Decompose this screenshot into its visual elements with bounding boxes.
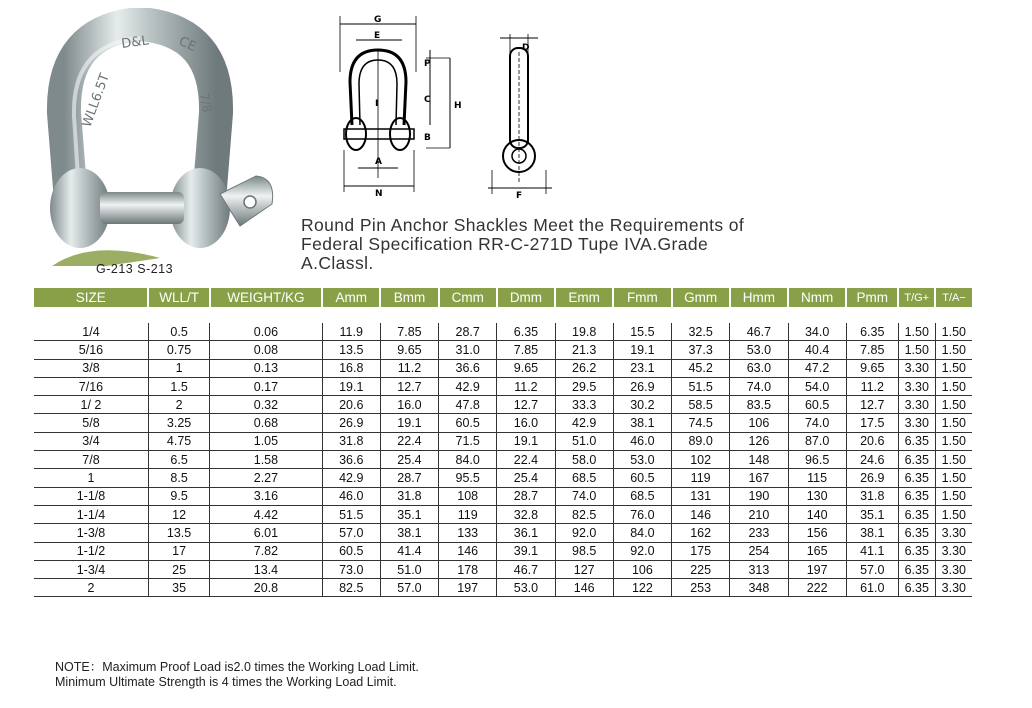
table-cell: 46.0	[613, 432, 671, 450]
svg-text:H: H	[454, 101, 462, 111]
table-cell: 40.4	[788, 341, 846, 359]
svg-text:C: C	[424, 95, 431, 105]
table-cell: 225	[672, 560, 730, 578]
table-cell: 3.30	[935, 524, 972, 542]
table-cell: 6.35	[898, 505, 935, 523]
table-cell: 4.42	[210, 505, 322, 523]
table-cell: 22.4	[497, 451, 555, 469]
column-header: Hmm	[730, 288, 788, 307]
table-cell: 106	[613, 560, 671, 578]
table-cell: 20.6	[322, 396, 380, 414]
table-cell: 0.75	[148, 341, 209, 359]
table-cell: 26.9	[322, 414, 380, 432]
table-cell: 19.1	[322, 377, 380, 395]
table-cell: 60.5	[788, 396, 846, 414]
table-row	[34, 542, 972, 560]
table-cell: 51.5	[672, 377, 730, 395]
column-header: Amm	[322, 288, 380, 307]
table-cell: 9.5	[148, 487, 209, 505]
table-cell: 15.5	[613, 323, 671, 341]
table-cell: 0.08	[210, 341, 322, 359]
table-cell: 28.7	[439, 323, 497, 341]
table-cell: 46.0	[322, 487, 380, 505]
column-header: Gmm	[672, 288, 730, 307]
table-cell: 148	[730, 451, 788, 469]
table-cell: 31.8	[380, 487, 438, 505]
table-cell: 92.0	[613, 542, 671, 560]
column-header: Dmm	[497, 288, 555, 307]
table-cell: 26.9	[613, 377, 671, 395]
table-cell: 33.3	[555, 396, 613, 414]
table-cell: 1.50	[935, 487, 972, 505]
table-row	[34, 432, 972, 450]
table-cell: 1	[34, 469, 148, 487]
table-spacer	[34, 307, 972, 323]
svg-text:N: N	[375, 189, 383, 199]
table-cell: 16.0	[380, 396, 438, 414]
table-cell: 73.0	[322, 560, 380, 578]
table-cell: 1.50	[898, 323, 935, 341]
table-cell: 115	[788, 469, 846, 487]
table-cell: 84.0	[613, 524, 671, 542]
table-row	[34, 469, 972, 487]
table-cell: 42.9	[322, 469, 380, 487]
table-cell: 1.50	[935, 359, 972, 377]
table-cell: 19.8	[555, 323, 613, 341]
table-cell: 0.06	[210, 323, 322, 341]
svg-text:7/8: 7/8	[197, 92, 215, 114]
column-header: Pmm	[846, 288, 898, 307]
table-cell: 57.0	[846, 560, 898, 578]
table-cell: 13.4	[210, 560, 322, 578]
svg-text:B: B	[424, 133, 431, 143]
table-cell: 20.8	[210, 579, 322, 597]
table-cell: 28.7	[380, 469, 438, 487]
table-cell: 1.50	[935, 432, 972, 450]
table-cell: 7/16	[34, 377, 148, 395]
column-header: Fmm	[613, 288, 671, 307]
table-cell: 6.35	[497, 323, 555, 341]
table-cell: 60.5	[322, 542, 380, 560]
table-cell: 1-1/8	[34, 487, 148, 505]
table-cell: 12	[148, 505, 209, 523]
table-cell: 12.7	[846, 396, 898, 414]
table-cell: 11.9	[322, 323, 380, 341]
table-cell: 7.85	[497, 341, 555, 359]
table-cell: 253	[672, 579, 730, 597]
table-row	[34, 359, 972, 377]
table-cell: 146	[555, 579, 613, 597]
table-cell: 8.5	[148, 469, 209, 487]
table-cell: 1.50	[898, 341, 935, 359]
table-cell: 32.8	[497, 505, 555, 523]
table-cell: 35.1	[380, 505, 438, 523]
column-header: T/A−	[935, 288, 972, 307]
table-cell: 29.5	[555, 377, 613, 395]
table-cell: 146	[672, 505, 730, 523]
table-cell: 19.1	[497, 432, 555, 450]
table-cell: 1	[148, 359, 209, 377]
table-cell: 6.35	[846, 323, 898, 341]
table-cell: 165	[788, 542, 846, 560]
table-cell: 6.35	[898, 469, 935, 487]
table-cell: 41.1	[846, 542, 898, 560]
table-cell: 82.5	[322, 579, 380, 597]
table-cell: 6.35	[898, 451, 935, 469]
table-cell: 126	[730, 432, 788, 450]
table-cell: 1-3/8	[34, 524, 148, 542]
table-cell: 17	[148, 542, 209, 560]
table-cell: 31.8	[322, 432, 380, 450]
column-header: Cmm	[439, 288, 497, 307]
table-cell: 197	[439, 579, 497, 597]
table-cell: 13.5	[322, 341, 380, 359]
table-header-row	[34, 288, 972, 307]
table-cell: 26.9	[846, 469, 898, 487]
column-header: SIZE	[34, 288, 148, 307]
table-cell: 7.82	[210, 542, 322, 560]
table-cell: 7/8	[34, 451, 148, 469]
table-cell: 5/16	[34, 341, 148, 359]
table-cell: 313	[730, 560, 788, 578]
table-cell: 20.6	[846, 432, 898, 450]
table-cell: 2	[34, 579, 148, 597]
table-cell: 25	[148, 560, 209, 578]
column-header: WEIGHT/KG	[210, 288, 322, 307]
table-cell: 11.2	[380, 359, 438, 377]
table-cell: 119	[672, 469, 730, 487]
table-cell: 17.5	[846, 414, 898, 432]
column-header: T/G+	[898, 288, 935, 307]
table-cell: 26.2	[555, 359, 613, 377]
table-cell: 1.50	[935, 505, 972, 523]
table-cell: 98.5	[555, 542, 613, 560]
column-header: Nmm	[788, 288, 846, 307]
table-cell: 0.32	[210, 396, 322, 414]
table-cell: 37.3	[672, 341, 730, 359]
table-cell: 6.35	[898, 542, 935, 560]
table-cell: 16.8	[322, 359, 380, 377]
table-cell: 2	[148, 396, 209, 414]
table-cell: 84.0	[439, 451, 497, 469]
table-cell: 60.5	[439, 414, 497, 432]
table-cell: 3/4	[34, 432, 148, 450]
table-cell: 197	[788, 560, 846, 578]
table-cell: 0.68	[210, 414, 322, 432]
table-row	[34, 560, 972, 578]
svg-text:A: A	[375, 157, 382, 167]
table-cell: 36.1	[497, 524, 555, 542]
table-cell: 178	[439, 560, 497, 578]
table-cell: 9.65	[380, 341, 438, 359]
svg-text:D&L: D&L	[120, 33, 150, 52]
table-cell: 46.7	[730, 323, 788, 341]
table-cell: 68.5	[613, 487, 671, 505]
table-cell: 6.35	[898, 432, 935, 450]
table-cell: 51.0	[555, 432, 613, 450]
table-cell: 1.50	[935, 451, 972, 469]
table-cell: 2.27	[210, 469, 322, 487]
table-cell: 11.2	[497, 377, 555, 395]
table-cell: 21.3	[555, 341, 613, 359]
heading-line-2: Federal Specification RR-C-271D Tupe IVA.Grade	[301, 234, 709, 254]
table-cell: 45.2	[672, 359, 730, 377]
table-cell: 7.85	[380, 323, 438, 341]
table-cell: 1.50	[935, 377, 972, 395]
table-cell: 92.0	[555, 524, 613, 542]
table-cell: 25.4	[380, 451, 438, 469]
table-cell: 28.7	[497, 487, 555, 505]
table-cell: 190	[730, 487, 788, 505]
table-cell: 1-1/2	[34, 542, 148, 560]
table-cell: 38.1	[380, 524, 438, 542]
table-cell: 57.0	[322, 524, 380, 542]
table-cell: 108	[439, 487, 497, 505]
svg-text:P: P	[424, 59, 431, 69]
table-cell: 6.35	[898, 524, 935, 542]
table-cell: 222	[788, 579, 846, 597]
table-cell: 1.58	[210, 451, 322, 469]
table-cell: 1.50	[935, 469, 972, 487]
table-cell: 3.30	[935, 560, 972, 578]
table-cell: 32.5	[672, 323, 730, 341]
table-cell: 3.30	[898, 359, 935, 377]
photo-engraving: WLL6.5T	[79, 71, 113, 130]
table-cell: 3/8	[34, 359, 148, 377]
table-cell: 4.75	[148, 432, 209, 450]
table-cell: 12.7	[380, 377, 438, 395]
table-cell: 348	[730, 579, 788, 597]
table-cell: 3.30	[898, 414, 935, 432]
table-cell: 87.0	[788, 432, 846, 450]
column-header: WLL/T	[148, 288, 209, 307]
table-cell: 60.5	[613, 469, 671, 487]
table-cell: 9.65	[497, 359, 555, 377]
table-row	[34, 396, 972, 414]
spec-table	[34, 288, 972, 597]
note-line-2: Minimum Ultimate Strength is 4 times the Working Load Limit.	[55, 675, 397, 689]
table-cell: 51.0	[380, 560, 438, 578]
table-row	[34, 414, 972, 432]
table-cell: 23.1	[613, 359, 671, 377]
table-cell: 1.50	[935, 414, 972, 432]
table-cell: 3.30	[898, 377, 935, 395]
front-view-diagram	[330, 10, 470, 200]
table-cell: 57.0	[380, 579, 438, 597]
table-cell: 5/8	[34, 414, 148, 432]
table-cell: 3.30	[898, 396, 935, 414]
table-cell: 74.0	[730, 377, 788, 395]
table-cell: 127	[555, 560, 613, 578]
table-cell: 254	[730, 542, 788, 560]
table-cell: 3.16	[210, 487, 322, 505]
table-cell: 0.13	[210, 359, 322, 377]
shackle-photo	[40, 8, 280, 266]
table-cell: 53.0	[497, 579, 555, 597]
table-cell: 6.01	[210, 524, 322, 542]
svg-text:I: I	[375, 99, 379, 109]
table-cell: 102	[672, 451, 730, 469]
table-cell: 68.5	[555, 469, 613, 487]
table-cell: 74.0	[555, 487, 613, 505]
table-row	[34, 524, 972, 542]
table-cell: 6.5	[148, 451, 209, 469]
table-cell: 9.65	[846, 359, 898, 377]
svg-text:CE: CE	[176, 34, 199, 55]
table-row	[34, 451, 972, 469]
table-cell: 53.0	[613, 451, 671, 469]
table-cell: 47.2	[788, 359, 846, 377]
table-cell: 39.1	[497, 542, 555, 560]
table-cell: 1/ 2	[34, 396, 148, 414]
svg-text:D: D	[522, 43, 530, 53]
table-cell: 36.6	[322, 451, 380, 469]
table-cell: 0.17	[210, 377, 322, 395]
table-cell: 7.85	[846, 341, 898, 359]
table-cell: 156	[788, 524, 846, 542]
table-cell: 1/4	[34, 323, 148, 341]
table-row	[34, 323, 972, 341]
table-cell: 89.0	[672, 432, 730, 450]
table-cell: 1.50	[935, 341, 972, 359]
table-cell: 36.6	[439, 359, 497, 377]
table-cell: 1.05	[210, 432, 322, 450]
table-cell: 71.5	[439, 432, 497, 450]
table-cell: 54.0	[788, 377, 846, 395]
table-cell: 30.2	[613, 396, 671, 414]
table-cell: 122	[613, 579, 671, 597]
table-cell: 6.35	[898, 579, 935, 597]
table-cell: 140	[788, 505, 846, 523]
table-cell: 51.5	[322, 505, 380, 523]
table-cell: 133	[439, 524, 497, 542]
table-cell: 47.8	[439, 396, 497, 414]
table-cell: 41.4	[380, 542, 438, 560]
table-cell: 58.0	[555, 451, 613, 469]
table-cell: 38.1	[613, 414, 671, 432]
side-view-diagram	[480, 32, 560, 200]
table-cell: 3.30	[935, 579, 972, 597]
table-cell: 1.50	[935, 396, 972, 414]
table-cell: 1-3/4	[34, 560, 148, 578]
table-cell: 46.7	[497, 560, 555, 578]
svg-text:E: E	[374, 31, 381, 41]
table-cell: 12.7	[497, 396, 555, 414]
table-cell: 31.0	[439, 341, 497, 359]
table-cell: 61.0	[846, 579, 898, 597]
table-cell: 38.1	[846, 524, 898, 542]
table-cell: 175	[672, 542, 730, 560]
table-cell: 11.2	[846, 377, 898, 395]
table-cell: 1.5	[148, 377, 209, 395]
table-cell: 76.0	[613, 505, 671, 523]
table-cell: 95.5	[439, 469, 497, 487]
table-cell: 63.0	[730, 359, 788, 377]
table-cell: 119	[439, 505, 497, 523]
heading-line-3: A.Classl.	[301, 253, 374, 273]
heading-line-1: Round Pin Anchor Shackles Meet the Requirements of	[301, 215, 745, 235]
svg-text:G: G	[374, 15, 382, 25]
table-row	[34, 579, 972, 597]
table-cell: 13.5	[148, 524, 209, 542]
table-cell: 24.6	[846, 451, 898, 469]
table-cell: 19.1	[613, 341, 671, 359]
table-cell: 106	[730, 414, 788, 432]
table-row	[34, 505, 972, 523]
column-header: Emm	[555, 288, 613, 307]
table-cell: 6.35	[898, 487, 935, 505]
table-cell: 31.8	[846, 487, 898, 505]
table-row	[34, 377, 972, 395]
table-cell: 82.5	[555, 505, 613, 523]
table-cell: 22.4	[380, 432, 438, 450]
table-cell: 0.5	[148, 323, 209, 341]
note	[55, 660, 419, 690]
table-cell: 35	[148, 579, 209, 597]
table-cell: 34.0	[788, 323, 846, 341]
table-cell: 74.0	[788, 414, 846, 432]
table-cell: 1-1/4	[34, 505, 148, 523]
table-cell: 58.5	[672, 396, 730, 414]
table-cell: 16.0	[497, 414, 555, 432]
table-cell: 42.9	[439, 377, 497, 395]
table-cell: 162	[672, 524, 730, 542]
table-cell: 35.1	[846, 505, 898, 523]
table-cell: 19.1	[380, 414, 438, 432]
table-cell: 96.5	[788, 451, 846, 469]
table-cell: 53.0	[730, 341, 788, 359]
svg-text:F: F	[516, 191, 523, 200]
table-cell: 74.5	[672, 414, 730, 432]
table-cell: 131	[672, 487, 730, 505]
product-heading	[301, 216, 821, 273]
table-cell: 3.25	[148, 414, 209, 432]
table-body	[34, 307, 972, 597]
table-cell: 167	[730, 469, 788, 487]
table-cell: 130	[788, 487, 846, 505]
model-label: G-213 S-213	[96, 262, 174, 276]
table-cell: 6.35	[898, 560, 935, 578]
table-cell: 146	[439, 542, 497, 560]
table-row	[34, 341, 972, 359]
table-cell: 1.50	[935, 323, 972, 341]
table-cell: 83.5	[730, 396, 788, 414]
table-row	[34, 487, 972, 505]
note-line-1: NOTE：Maximum Proof Load is2.0 times the Working Load Limit.	[55, 660, 419, 674]
table-cell: 210	[730, 505, 788, 523]
table-cell: 25.4	[497, 469, 555, 487]
table-cell: 233	[730, 524, 788, 542]
table-cell: 3.30	[935, 542, 972, 560]
table-cell: 42.9	[555, 414, 613, 432]
column-header: Bmm	[380, 288, 438, 307]
